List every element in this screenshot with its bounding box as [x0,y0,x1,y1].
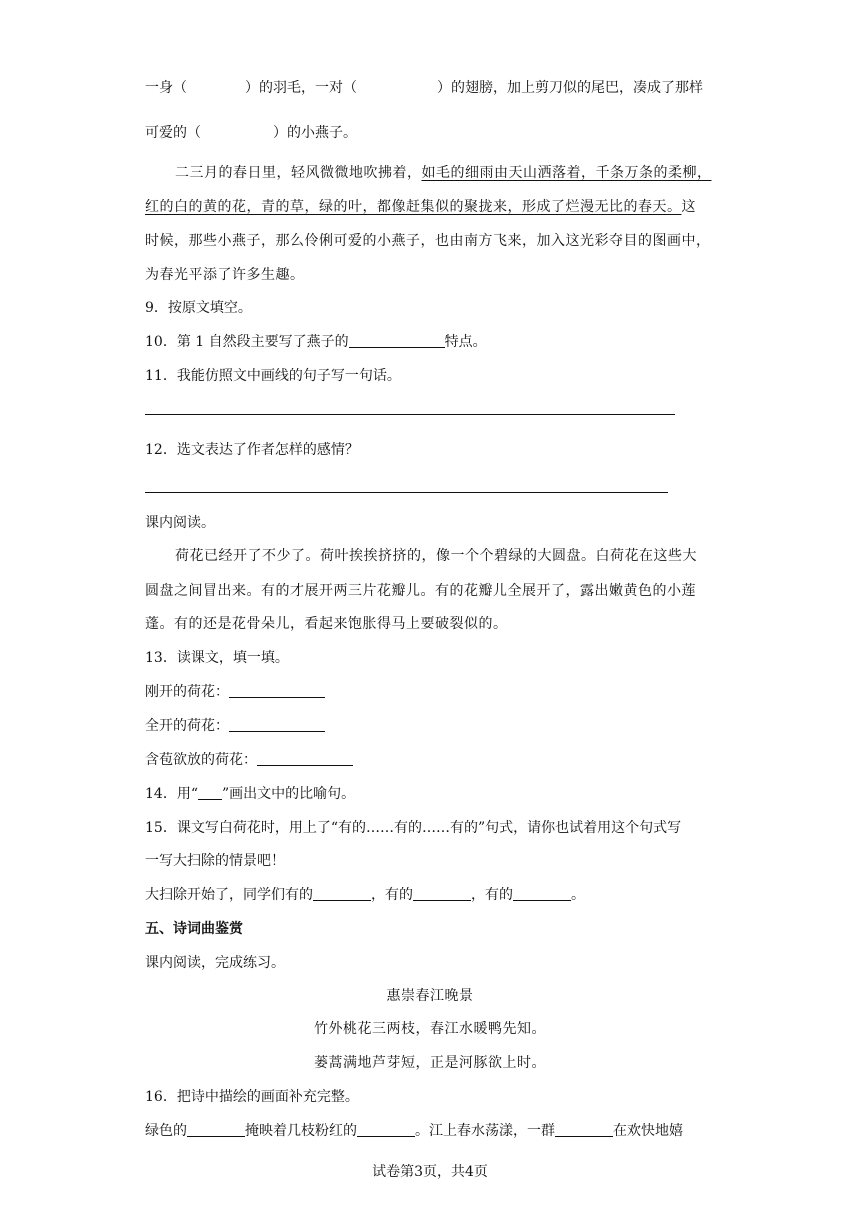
answer-blank-q13-2[interactable] [229,717,325,732]
answer-blank-q15-3[interactable] [513,886,571,901]
poem-title: 惠崇春江晚景 [386,988,474,1004]
question-13: 13．读课文，填一填。 [145,650,289,666]
q13-item-3: 含苞欲放的荷花： [145,750,353,770]
passage2-line-1: 荷花已经开了不少了。荷叶挨挨挤挤的，像一个个碧绿的大圆盘。白荷花在这些大 [175,548,697,564]
passage1-line-1: 二三月的春日里，轻风微微地吹拂着，如毛的细雨由天山洒落着，千条万条的柔柳， [175,165,712,181]
fill-line-2: 可爱的（ ）的小燕子。 [145,125,357,141]
answer-blank-q13-3[interactable] [257,751,353,766]
poem-line-1: 竹外桃花三两枝，春江水暖鸭先知。 [314,1021,546,1037]
question-9: 9．按原文填空。 [145,300,252,316]
answer-blank-q15-2[interactable] [413,886,471,901]
answer-blank-q16-2[interactable] [357,1122,415,1137]
passage2-line-2: 圆盘之间冒出来。有的才展开两三片花瓣儿。有的花瓣儿全展开了，露出嫩黄色的小莲 [145,583,696,599]
page-footer: 试卷第3页，共4页 [372,1164,488,1180]
question-14: 14．用“ ”画出文中的比喻句。 [145,786,356,802]
section-heading-5: 五、诗词曲鉴赏 [145,921,243,937]
fill-line-1: 一身（ ）的羽毛，一对（ ）的翅膀，加上剪刀似的尾巴，凑成了那样 [145,80,703,96]
answer-blank-q13-1[interactable] [229,683,325,698]
question-11: 11．我能仿照文中画线的句子写一句话。 [145,368,401,384]
passage1-line-4: 为春光平添了许多生趣。 [145,267,305,283]
underlined-sentence-cont: 红的白的黄的花，青的草，绿的叶，都像赶集似的聚拢来，形成了烂漫无比的春天。 [145,199,682,215]
answer-line-q11[interactable] [145,414,675,415]
question-10: 10．第 1 自然段主要写了燕子的 特点。 [145,334,487,350]
q13-item-1: 刚开的荷花： [145,682,325,702]
question-12: 12．选文表达了作者怎样的感情？ [145,442,359,458]
answer-blank-q16-3[interactable] [555,1122,613,1137]
poem-intro: 课内阅读，完成练习。 [145,955,285,971]
q13-item-2: 全开的荷花： [145,716,325,736]
question-15-line-2: 一写大扫除的情景吧！ [145,853,285,869]
answer-blank-q10[interactable] [349,333,445,348]
question-15-line-1: 15．课文写白荷花时，用上了“有的……有的……有的”句式，请你也试着用这个句式写 [145,820,682,836]
answer-blank-q16-1[interactable] [187,1122,245,1137]
passage1-line-2: 红的白的黄的花，青的草，绿的叶，都像赶集似的聚拢来，形成了烂漫无比的春天。这 [145,199,696,215]
poem-line-2: 蒌蒿满地芦芽短，正是河豚欲上时。 [314,1055,546,1071]
passage2-line-3: 蓬。有的还是花骨朵儿，看起来饱胀得马上要破裂似的。 [145,616,508,632]
answer-line-q12[interactable] [145,492,668,493]
question-15-line-3: 大扫除开始了，同学们有的 ，有的 ，有的 。 [145,887,585,903]
question-16: 16．把诗中描绘的画面补充完整。 [145,1089,359,1105]
question-16-fill: 绿色的 掩映着几枝粉红的 。江上春水荡漾，一群 在欢快地嬉 [145,1123,683,1139]
underline-sample [198,785,222,800]
underlined-sentence: 如毛的细雨由天山洒落着，千条万条的柔柳， [421,165,712,181]
answer-blank-q15-1[interactable] [313,886,371,901]
passage1-line-3: 时候，那些小燕子，那么伶俐可爱的小燕子，也由南方飞来，加入这光彩夺目的图画中， [145,233,711,249]
reading-intro: 课内阅读。 [145,515,215,531]
